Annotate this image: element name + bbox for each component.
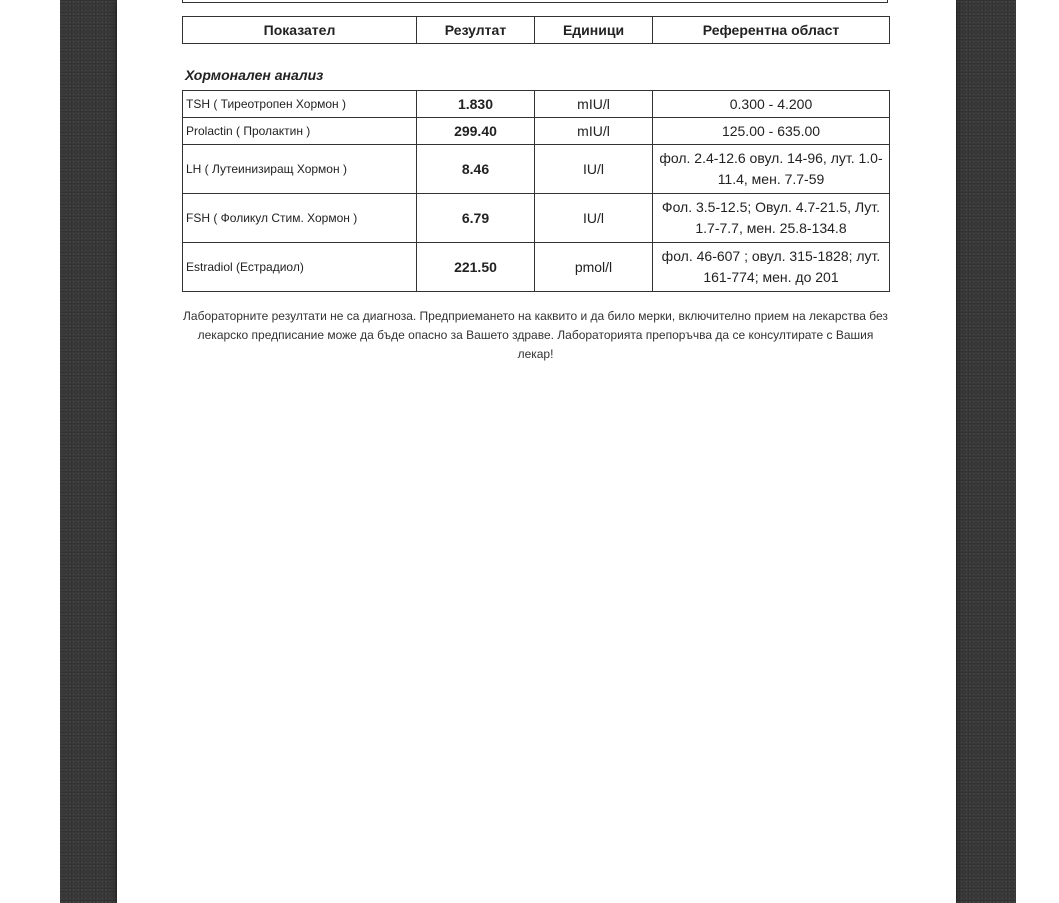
row-unit: mIU/l [535, 91, 653, 118]
row-value: 299.40 [417, 118, 535, 145]
row-unit: pmol/l [535, 243, 653, 292]
results-header-table [182, 16, 890, 44]
row-name: Prolactin ( Пролактин ) [183, 118, 417, 145]
row-value: 6.79 [417, 194, 535, 243]
row-unit: IU/l [535, 145, 653, 194]
hormone-results-table [182, 90, 890, 292]
table-row [183, 145, 890, 194]
table-row [183, 118, 890, 145]
header-indicator: Показател [183, 17, 417, 44]
row-unit: mIU/l [535, 118, 653, 145]
section-title: Хормонален анализ [185, 67, 324, 83]
header-row [183, 17, 890, 44]
row-reference: 125.00 - 635.00 [653, 118, 890, 145]
row-reference: фол. 2.4-12.6 овул. 14-96, лут. 1.0-11.4, мен. 7.7-59 [653, 145, 890, 194]
row-name: LH ( Лутеинизиращ Хормон ) [183, 145, 417, 194]
row-value: 1.830 [417, 91, 535, 118]
row-unit: IU/l [535, 194, 653, 243]
row-reference: фол. 46-607 ; овул. 315-1828; лут. 161-774; мен. до 201 [653, 243, 890, 292]
row-value: 221.50 [417, 243, 535, 292]
row-reference: 0.300 - 4.200 [653, 91, 890, 118]
disclaimer-text: Лабораторните резултати не са диагноза. Предприемането на каквито и да било мерки, включително прием на лекарства без лекарско предписание може да бъде опасно за Вашето здраве. Лабораторията препоръчва да се консултирате с Вашия лекар! [183, 309, 888, 361]
table-row [183, 91, 890, 118]
table-row [183, 194, 890, 243]
row-name: FSH ( Фоликул Стим. Хормон ) [183, 194, 417, 243]
header-result: Резултат [417, 17, 535, 44]
table-row [183, 243, 890, 292]
header-units: Единици [535, 17, 653, 44]
row-reference: Фол. 3.5-12.5; Овул. 4.7-21.5, Лут. 1.7-7.7, мен. 25.8-134.8 [653, 194, 890, 243]
header-reference-range: Референтна област [653, 17, 890, 44]
previous-section-box [182, 0, 888, 3]
row-name: Estradiol (Естрадиол) [183, 243, 417, 292]
row-value: 8.46 [417, 145, 535, 194]
document-page[interactable] [117, 0, 956, 903]
row-name: TSH ( Тиреотропен Хормон ) [183, 91, 417, 118]
